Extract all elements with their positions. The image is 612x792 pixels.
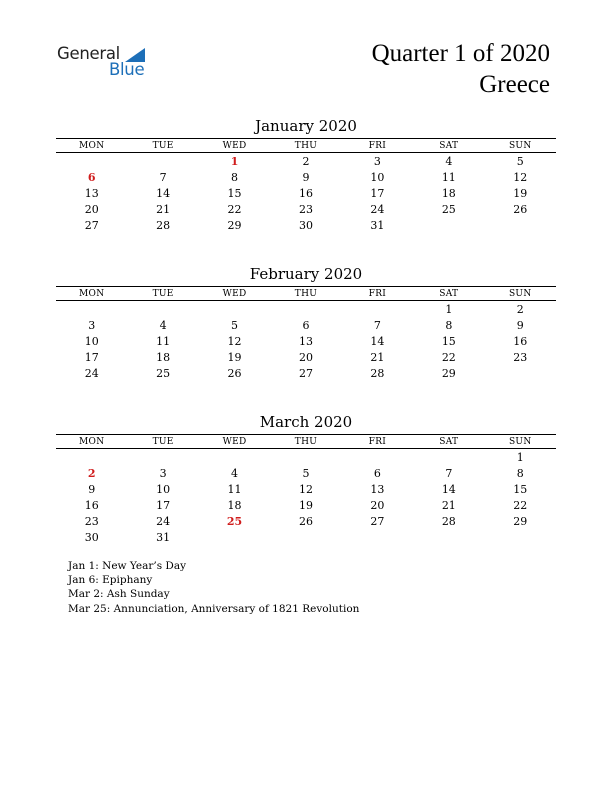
day-cell: 31 <box>370 218 385 232</box>
week-row <box>56 185 556 201</box>
day-cell: 17 <box>156 498 171 512</box>
week-row <box>56 529 556 545</box>
day-cell: 28 <box>156 218 171 232</box>
day-cell: 21 <box>156 202 171 216</box>
weekday-label: SUN <box>508 288 532 299</box>
day-cell: 9 <box>302 170 310 184</box>
weekday-label: FRI <box>368 140 387 151</box>
day-cell: 5 <box>516 154 524 168</box>
day-cell: 19 <box>298 498 313 512</box>
day-cell: 11 <box>156 334 171 348</box>
weekday-label: THU <box>294 436 318 447</box>
week-row <box>56 333 556 349</box>
weekday-label: SUN <box>508 140 532 151</box>
week-row <box>56 481 556 497</box>
day-cell: 15 <box>441 334 456 348</box>
day-cell: 8 <box>231 170 239 184</box>
weekday-label: WED <box>222 436 247 447</box>
weekday-label: SUN <box>508 436 532 447</box>
logo-text-blue: Blue <box>109 60 145 79</box>
day-cell: 1 <box>445 302 453 316</box>
logo-text-general: General <box>57 44 120 63</box>
day-cell: 24 <box>156 514 171 528</box>
weekday-label: TUE <box>152 436 174 447</box>
day-cell: 1 <box>516 450 524 464</box>
day-cell: 1 <box>230 154 239 168</box>
day-cell: 26 <box>227 366 242 380</box>
day-cell: 20 <box>84 202 99 216</box>
weekday-label: SAT <box>439 436 459 447</box>
day-cell: 13 <box>370 482 385 496</box>
day-cell: 10 <box>370 170 385 184</box>
weekday-label: THU <box>294 288 318 299</box>
day-cell: 18 <box>441 186 456 200</box>
day-cell: 25 <box>156 366 171 380</box>
day-cell: 3 <box>88 318 96 332</box>
day-cell: 7 <box>159 170 167 184</box>
day-cell: 7 <box>373 318 381 332</box>
day-cell: 5 <box>231 318 239 332</box>
month-calendar <box>56 413 556 545</box>
week-row <box>56 513 556 529</box>
day-cell: 12 <box>298 482 313 496</box>
week-row <box>56 217 556 233</box>
day-cell: 28 <box>370 366 385 380</box>
day-cell: 8 <box>445 318 453 332</box>
day-cell: 5 <box>302 466 310 480</box>
day-cell: 14 <box>370 334 385 348</box>
day-cell: 27 <box>298 366 313 380</box>
weekday-label: MON <box>79 140 105 151</box>
weekday-label: SAT <box>439 140 459 151</box>
day-cell: 23 <box>298 202 313 216</box>
day-cell: 13 <box>298 334 313 348</box>
weekday-label: FRI <box>368 288 387 299</box>
day-cell: 15 <box>513 482 528 496</box>
week-row <box>56 317 556 333</box>
day-cell: 18 <box>156 350 171 364</box>
day-cell: 14 <box>441 482 456 496</box>
day-cell: 14 <box>156 186 171 200</box>
weekday-label: TUE <box>152 140 174 151</box>
day-cell: 3 <box>373 154 381 168</box>
day-cell: 26 <box>298 514 313 528</box>
week-row <box>56 465 556 481</box>
day-cell: 20 <box>298 350 313 364</box>
day-cell: 28 <box>441 514 456 528</box>
day-cell: 30 <box>298 218 313 232</box>
weekday-label: WED <box>222 140 247 151</box>
weekday-label: MON <box>79 288 105 299</box>
week-row <box>56 349 556 365</box>
day-cell: 30 <box>84 530 99 544</box>
weekday-header <box>56 286 556 301</box>
week-row <box>56 497 556 513</box>
title-quarter: Quarter 1 of 2020 <box>371 40 550 67</box>
day-cell: 13 <box>84 186 99 200</box>
day-cell: 23 <box>513 350 528 364</box>
day-cell: 29 <box>227 218 242 232</box>
day-cell: 11 <box>441 170 456 184</box>
day-cell: 7 <box>445 466 453 480</box>
day-cell: 24 <box>84 366 99 380</box>
day-cell: 4 <box>445 154 453 168</box>
day-cell: 10 <box>156 482 171 496</box>
holiday-note: Jan 6: Epiphany <box>68 574 153 587</box>
day-cell: 31 <box>156 530 171 544</box>
day-cell: 24 <box>370 202 385 216</box>
day-cell: 22 <box>227 202 242 216</box>
day-cell: 16 <box>513 334 528 348</box>
day-cell: 22 <box>513 498 528 512</box>
day-cell: 12 <box>227 334 242 348</box>
day-cell: 18 <box>227 498 242 512</box>
day-cell: 19 <box>513 186 528 200</box>
weekday-label: MON <box>79 436 105 447</box>
title-country: Greece <box>479 71 550 98</box>
holiday-note: Mar 25: Annunciation, Anniversary of 1821 Revolution <box>68 602 360 615</box>
day-cell: 26 <box>513 202 528 216</box>
day-cell: 2 <box>87 466 96 480</box>
day-cell: 4 <box>231 466 239 480</box>
weekday-header <box>56 138 556 153</box>
day-cell: 29 <box>513 514 528 528</box>
week-row <box>56 301 556 317</box>
week-row <box>56 169 556 185</box>
weekday-label: SAT <box>439 288 459 299</box>
day-cell: 9 <box>516 318 524 332</box>
week-row <box>56 201 556 217</box>
holiday-notes <box>68 559 359 616</box>
day-cell: 25 <box>441 202 456 216</box>
month-title: January 2020 <box>255 117 357 135</box>
day-cell: 12 <box>513 170 528 184</box>
weekday-label: FRI <box>368 436 387 447</box>
week-row <box>56 449 556 465</box>
week-row <box>56 365 556 381</box>
day-cell: 23 <box>84 514 99 528</box>
day-cell: 25 <box>226 514 243 528</box>
day-cell: 11 <box>227 482 242 496</box>
brand-logo <box>57 44 157 82</box>
day-cell: 27 <box>84 218 99 232</box>
month-calendar <box>56 117 556 233</box>
weekday-header <box>56 434 556 449</box>
day-cell: 17 <box>370 186 385 200</box>
day-cell: 3 <box>159 466 167 480</box>
day-cell: 6 <box>373 466 381 480</box>
month-calendar <box>56 265 556 381</box>
day-cell: 8 <box>516 466 524 480</box>
day-cell: 6 <box>302 318 310 332</box>
day-cell: 4 <box>159 318 167 332</box>
day-cell: 6 <box>87 170 96 184</box>
holiday-note: Jan 1: New Year’s Day <box>68 560 187 572</box>
holiday-note: Mar 2: Ash Sunday <box>68 588 170 601</box>
day-cell: 21 <box>441 498 456 512</box>
weekday-label: WED <box>222 288 247 299</box>
day-cell: 16 <box>84 498 99 512</box>
day-cell: 21 <box>370 350 385 364</box>
day-cell: 2 <box>516 302 524 316</box>
day-cell: 22 <box>441 350 456 364</box>
page-title <box>372 38 550 100</box>
day-cell: 20 <box>370 498 385 512</box>
day-cell: 9 <box>88 482 96 496</box>
day-cell: 19 <box>227 350 242 364</box>
day-cell: 16 <box>298 186 313 200</box>
day-cell: 17 <box>84 350 99 364</box>
day-cell: 27 <box>370 514 385 528</box>
week-row <box>56 153 556 169</box>
month-title: March 2020 <box>259 413 353 431</box>
day-cell: 29 <box>441 366 456 380</box>
day-cell: 2 <box>302 154 310 168</box>
day-cell: 15 <box>227 186 242 200</box>
weekday-label: THU <box>294 140 318 151</box>
weekday-label: TUE <box>152 288 174 299</box>
month-title: February 2020 <box>249 265 363 283</box>
day-cell: 10 <box>84 334 99 348</box>
